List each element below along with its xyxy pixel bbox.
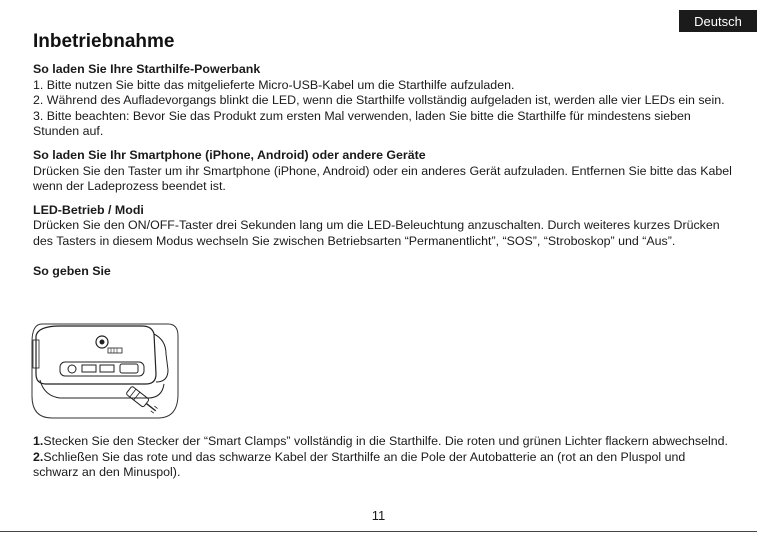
usb-port-icon-2 bbox=[100, 365, 114, 372]
clamp-socket-icon bbox=[120, 364, 138, 373]
page-number: 11 bbox=[371, 508, 386, 523]
section-charge-powerbank bbox=[33, 62, 733, 140]
section-jump-start bbox=[33, 264, 733, 280]
instructions bbox=[33, 434, 733, 481]
content-body bbox=[33, 62, 733, 287]
dc-port-icon bbox=[68, 365, 76, 373]
footer-divider bbox=[0, 531, 757, 532]
section-heading: So geben Sie bbox=[33, 263, 111, 278]
paragraph: 2. Während des Aufladevorgangs blinkt die LED, wenn die Starthilfe vollständig aufgeladen ist, werden alle vier LEDs ein sein. bbox=[33, 93, 725, 108]
paragraph: 3. Bitte beachten: Bevor Sie das Produkt zum ersten Mal verwenden, laden Sie bitte die Starthilfe für mindestens sieben Stunden auf. bbox=[33, 108, 691, 139]
usb-port-icon bbox=[82, 365, 96, 372]
device-body bbox=[36, 326, 156, 384]
language-badge: Deutsch bbox=[679, 10, 757, 32]
section-charge-smartphone bbox=[33, 148, 733, 195]
step-text: Stecken Sie den Stecker der “Smart Clamps” vollständig in die Starthilfe. Die roten und grünen Lichter flackern abwechselnd. bbox=[43, 434, 728, 448]
clamp-plug-icon bbox=[126, 386, 159, 415]
section-led-modes bbox=[33, 203, 733, 250]
paragraph: Drücken Sie den ON/OFF-Taster drei Sekunden lang um die LED-Beleuchtung anzuschalten. Durch weiteres kurzes Drücken des Tasters in diesem Modus wechseln Sie zwischen Betriebsarten “Permanentlicht”, “SOS”, “Stroboskop” und “Aus”. bbox=[33, 218, 720, 248]
paragraph: Drücken Sie den Taster um ihr Smartphone (iPhone, Android) oder ein anderes Gerät aufzuladen. Entfernen Sie bitte das Kabel wenn der Ladeprozess beendet ist. bbox=[33, 163, 732, 194]
instruction-step bbox=[33, 450, 733, 481]
led-indicator bbox=[108, 348, 122, 353]
section-heading: LED-Betrieb / Modi bbox=[33, 202, 144, 217]
section-heading: So laden Sie Ihre Starthilfe-Powerbank bbox=[33, 62, 261, 76]
page-title: Inbetriebnahme bbox=[33, 31, 175, 52]
paragraph: 1. Bitte nutzen Sie bitte das mitgelieferte Micro-USB-Kabel um die Starthilfe aufzuladen. bbox=[33, 77, 515, 92]
section-heading: So laden Sie Ihr Smartphone (iPhone, Android) oder andere Geräte bbox=[33, 147, 426, 162]
step-text: Schließen Sie das rote und das schwarze Kabel der Starthilfe an die Pole der Autobatterie an (rot an den Pluspol und schwarz an den Minuspol). bbox=[33, 449, 686, 480]
instruction-step bbox=[33, 434, 733, 450]
device-lower-edge bbox=[40, 380, 164, 398]
jump-starter-illustration bbox=[30, 322, 180, 422]
step-number: 1. bbox=[33, 434, 44, 448]
step-number: 2. bbox=[33, 449, 44, 464]
